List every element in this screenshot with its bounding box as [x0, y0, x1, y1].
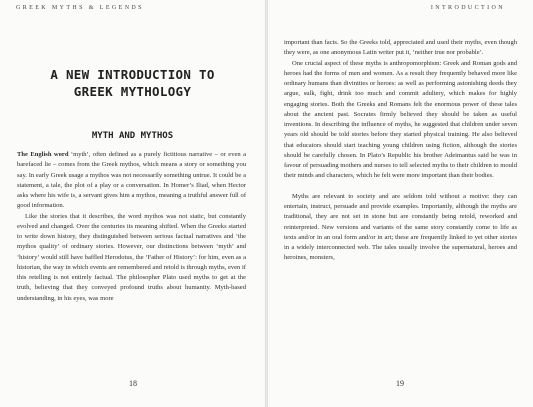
paragraph — [17, 150, 246, 212]
paragraph: Like the stories that it describes, the word mythos was not static, but constantly evolved and changed. Over the centuries its meaning shifted. When the Greeks started to write down history, they distinguished between serious factual narratives and ‘the mythos quality’ of ordinary stories. However, our distinctions between ‘myth’ and ‘history’ would still have baffled Herodotus, the ‘Father of History’: for him, even as a historian, the way in which events are remembered and retold is through myths, even if this retelling is not entirely factual. The philosopher Plato used myths to get at the truth, believing that they conveyed profound truths about humanity. Myth-based understanding, in his eyes, was more — [17, 212, 246, 302]
right-body-text — [284, 38, 517, 264]
right-page — [268, 0, 533, 407]
left-body-text — [17, 150, 246, 304]
paragraph: important than facts. So the Greeks told, appreciated and used their myths, even though they were, as one anonymous Latin writer put it, ‘neither true nor probable’. — [284, 39, 517, 57]
left-page — [0, 0, 265, 407]
paragraph-text: ‘myth’, often defined as a purely fictitious narrative – or even a barefaced lie – comes from the Greek mythos, which means a story or something you say. In early Greek usage a mythos was not necessarily something untrue. It could be a statement, a tale, the plot of a play or a conversation. In Homer’s Iliad, when Hector asks where his wife is, a servant gives him a mythos, meaning a truthful answer full of good information. — [17, 151, 246, 210]
paragraph: Myths are relevant to society and are seldom told without a motive: they can entertain, instruct, persuade and provide examples. Importantly, although the myths are traditional, they are not set in stone but are constantly being retold, reworked and reinterpreted. New versions and variants of the same story constantly come to life as texts and/or in an oral form and/or in art; these are frequently linked to yet other stories in a widely interconnected web. The tales usually involve the supernatural, heroes and heroines, monsters, — [284, 192, 517, 262]
paragraph: One crucial aspect of these myths is anthropomorphism: Greek and Roman gods and heroes had the forms of men and women. As a result they frequently behaved more like ordinary humans than divinities or heroes: as well as performing astonishing deeds they argue, sulk, fight, drink too much and commit adultery, which makes for highly engaging stories. Both the Greeks and Romans felt the enormous power of these tales about the ancient past. Socrates firmly believed they should be taken as useful inventions. In describing the influence of myths, he suggested that children under seven years old should be told stories before they started physical training. He also believed that educators should start teaching young children using fiction, although the stories should be carefully chosen. In Plato’s Republic his brother Adeimantus said he was in favour of persuading mothers and nurses to tell selected myths to their children to mould their minds and characters, which he felt were more important than their bodies. — [284, 59, 517, 180]
running-head-left: GREEK MYTHS & LEGENDS — [16, 5, 144, 11]
lead-in-words: The English word — [17, 151, 69, 158]
chapter-title-line-2: GREEK MYTHOLOGY — [73, 84, 192, 99]
section-heading: MYTH AND MYTHOS — [91, 131, 174, 141]
page-number-right: 19 — [396, 379, 404, 388]
running-head-right: INTRODUCTION — [430, 5, 505, 11]
page-number-left: 18 — [129, 379, 137, 388]
chapter-title — [0, 66, 265, 100]
chapter-title-line-1: A NEW INTRODUCTION TO — [50, 67, 215, 82]
